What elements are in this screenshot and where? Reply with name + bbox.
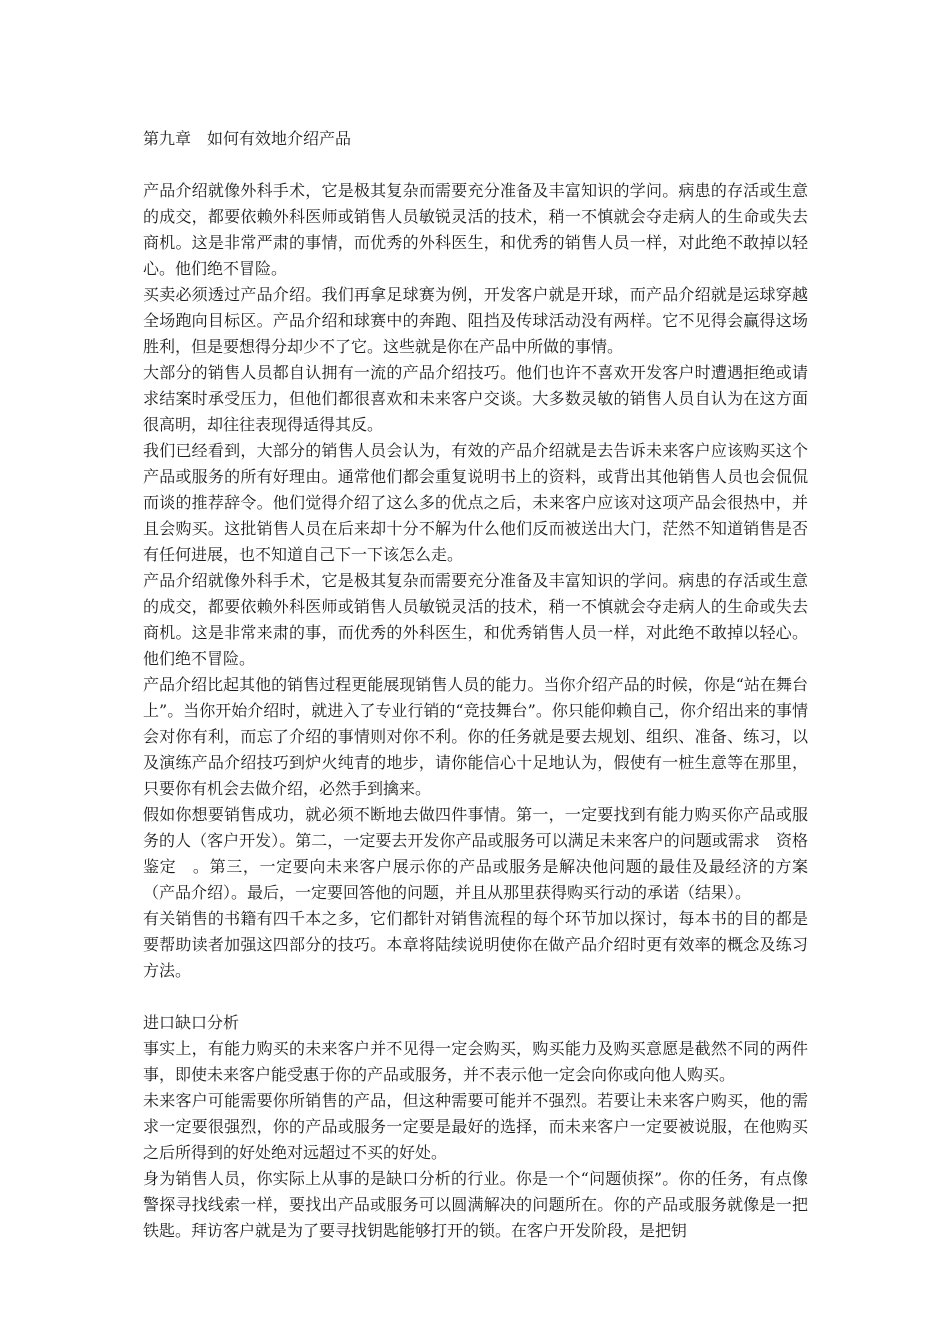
paragraph-four-things: 假如你想要销售成功，就必须不断地去做四件事情。第一，一定要找到有能力购买你产品或服务的人（客户开发）。第二，一定要去开发你产品或服务可以满足未来客户的问题或需求 资格鉴定 。第三，一定要向未来客户展示你的产品或服务是解决他问题的最佳及最经济的方案（产品介绍）。最后，一定要回答他的问题，并且从那里获得购买行动的承诺（结果）。 [143,805,808,902]
blank-line [143,152,808,178]
document-page [143,126,808,1244]
paragraph-gap-analysis: 身为销售人员，你实际上从事的是缺口分析的行业。你是一个“问题侦探”。你的任务，有点像警探寻找线索一样，要找出产品或服务可以圆满解决的问题所在。你的产品或服务就像是一把铁匙。拜访客户就是为了要寻找钥匙能够打开的锁。在客户开发阶段，是把钥 [143,1169,808,1240]
paragraph-product-intro-surgery: 产品介绍就像外科手术，它是极其复杂而需要充分准备及丰富知识的学问。病患的存活或生意的成交，都要依赖外科医师或销售人员敏锐灵活的技术，稍一不慎就会夺走病人的生命或失去商机。这是非常严肃的事情，而优秀的外科医生，和优秀的销售人员一样，对此绝不敢掉以轻心。他们绝不冒险。 [143,181,808,278]
paragraph-self-assessment: 大部分的销售人员都自认拥有一流的产品介绍技巧。他们也许不喜欢开发客户时遭遇拒绝或请求结案时承受压力，但他们都很喜欢和未来客户交谈。大多数灵敏的销售人员自认为在这方面很高明，却往往表现得适得其反。 [143,363,808,434]
paragraph-ability-vs-willingness: 事实上，有能力购买的未来客户并不见得一定会购买，购买能力及购买意愿是截然不同的两件事，即使未来客户能受惠于你的产品或服务，并不表示他一定会向你或向他人购买。 [143,1039,808,1084]
paragraph-on-stage: 产品介绍比起其他的销售过程更能展现销售人员的能力。当你介绍产品的时候，你是“站在舞台上”。当你开始介绍时，就进入了专业行销的“竞技舞台”。你只能仰赖自己，你介绍出来的事情会对你有利，而忘了介绍的事情则对你不利。你的任务就是要去规划、组织、准备、练习，以及演练产品介绍技巧到炉火纯青的地步，请你能信心十足地认为，假使有一桩生意等在那里，只要你有机会去做介绍，必然手到擒来。 [143,675,808,798]
paragraph-football-analogy: 买卖必须透过产品介绍。我们再拿足球赛为例，开发客户就是开球，而产品介绍就是运球穿越全场跑向目标区。产品介绍和球赛中的奔跑、阻挡及传球活动没有两样。它不见得会赢得这场胜利，但是要想得分却少不了它。这些就是你在产品中所做的事情。 [143,285,808,356]
paragraph-common-mistake: 我们已经看到，大部分的销售人员会认为，有效的产品介绍就是去告诉未来客户应该购买这个产品或服务的所有好理由。通常他们都会重复说明书上的资料，或背出其他销售人员也会侃侃而谈的推荐辞令。他们觉得介绍了这么多的优点之后，未来客户应该对这项产品会很热中，并且会购买。这批销售人员在后来却十分不解为什么他们反而被送出大门，茫然不知道销售是否有任何进展，也不知道自己下一下该怎么走。 [143,441,808,564]
paragraph-strong-need: 未来客户可能需要你所销售的产品，但这种需要可能并不强烈。若要让未来客户购买，他的需求一定要很强烈，你的产品或服务一定要是最好的选择，而未来客户一定要被说服，在他购买之后所得到的好处绝对远超过不买的好处。 [143,1091,808,1162]
blank-line [143,984,808,1010]
chapter-title: 第九章 如何有效地介绍产品 [143,129,352,148]
paragraph-product-intro-surgery-repeat: 产品介绍就像外科手术，它是极其复杂而需要充分准备及丰富知识的学问。病患的存活或生意的成交，都要依赖外科医师或销售人员敏锐灵活的技术，稍一不慎就会夺走病人的生命或失去商机。这是非常来肃的事，而优秀的外科医生，和优秀销售人员一样，对此绝不敢掉以轻心。他们绝不冒险。 [143,571,808,668]
paragraph-sales-books: 有关销售的书籍有四千本之多，它们都针对销售流程的每个环节加以探讨，每本书的目的都是要帮助读者加强这四部分的技巧。本章将陆续说明使你在做产品介绍时更有效率的概念及练习方法。 [143,909,808,980]
section-heading: 进口缺口分析 [143,1013,240,1032]
